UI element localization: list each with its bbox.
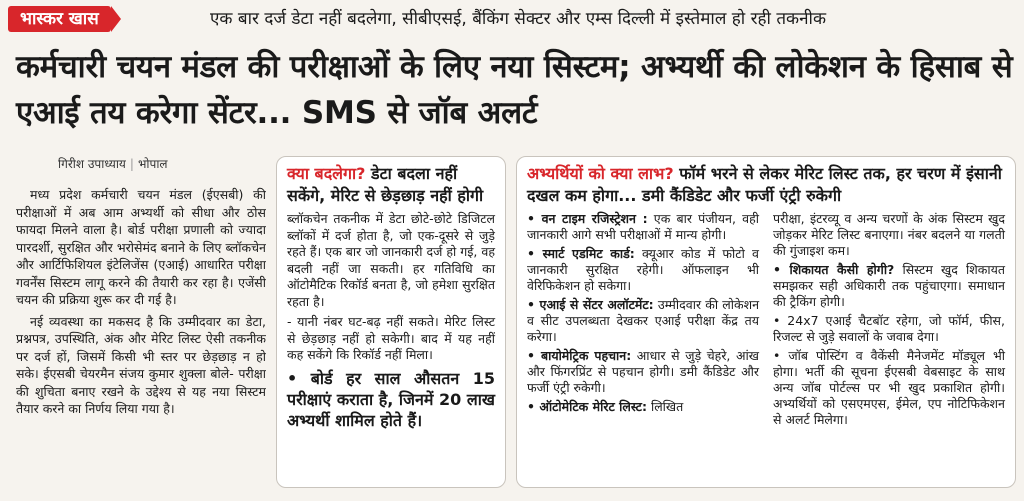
- paragraph-2: नई व्यवस्था का मकसद है कि उम्मीदवार का डेटा, प्रश्नपत्र, उपस्थिति, अंक और मेरिट लिस्ट ऐसी तकनीक पर दर्ज हों, जिसमें किसी भी स्तर पर छेड़छाड़ न हो सके। ईएसबी चेयरमैन संजय कुमार शुक्ला बोले- परीक्षा की शुचिता बनाए रखने के उद्देश्य से यह नया सिस्टम तैयार करने का निर्णय लिया गया है।: [16, 313, 266, 416]
- benefit-item: परीक्षा, इंटरव्यू व अन्य चरणों के अंक सिस्टम खुद जोड़कर मेरिट लिस्ट बनाएगा। नंबर बदलने या गलती की गुंजाइश कम।: [773, 211, 1005, 258]
- benefit-item: • वन टाइम रजिस्ट्रेशन : एक बार पंजीयन, वही जानकारी आगे सभी परीक्षाओं में मान्य होगी।: [527, 211, 759, 242]
- benefit-item: • बायोमेट्रिक पहचान: आधार से जुड़े चेहरे, आंख और फिंगरप्रिंट से पहचान होगी। डमी कैंडिडेट और फर्जी एंट्री रुकेगी।: [527, 348, 759, 395]
- benefits-heading: [517, 157, 1015, 211]
- what-changes-body: [277, 211, 505, 431]
- headline: कर्मचारी चयन मंडल की परीक्षाओं के लिए नया सिस्टम; अभ्यर्थी की लोकेशन के हिसाब से एआई तय करेगा सेंटर... SMS से जॉब अलर्ट: [16, 49, 1013, 131]
- what-changes-question: क्या बदलेगा?: [287, 164, 366, 183]
- what-changes-box: [276, 156, 506, 488]
- benefits-box: [516, 156, 1016, 488]
- benefit-item: • एआई से सेंटर अलॉटमेंट: उम्मीदवार की लोकेशन व सीट उपलब्धता देखकर एआई परीक्षा केंद्र तय करेगा।: [527, 297, 760, 344]
- byline: [58, 155, 168, 172]
- what-changes-heading: [277, 157, 505, 211]
- section-tag: भास्कर खास: [8, 6, 111, 32]
- main-column: [16, 186, 266, 486]
- paragraph-1: मध्य प्रदेश कर्मचारी चयन मंडल (ईएसबी) की परीक्षाओं में अब आम अभ्यर्थी को सीधा और ठोस फायदा मिलने वाला है। बोर्ड परीक्षा प्रणाली को ज्यादा पारदर्शी, सुरक्षित और भरोसेमंद बनाने के लिए ब्लॉकचेन और आर्टिफिशियल इंटेलिजेंस (एआई) आधारित परीक्षा गवर्नेंस सिस्टम लागू करने की तैयारी कर रहा है। एजेंसी चयन की प्रक्रिया शुरू कर दी गई है।: [16, 187, 266, 307]
- benefit-item: • स्मार्ट एडमिट कार्ड: क्यूआर कोड में फोटो व जानकारी सुरक्षित रहेगी। ऑफलाइन भी वेरिफिकेशन हो सकेगा।: [527, 246, 759, 293]
- what-changes-title: डेटा बदला नहीं सकेंगे, मेरिट से छेड़छाड़ नहीं होगी: [287, 164, 484, 205]
- header-bar: [0, 0, 1024, 36]
- benefits-question: अभ्यर्थियों को क्या लाभ?: [527, 164, 674, 183]
- benefit-item: • जॉब पोस्टिंग व वैकेंसी मैनेजमेंट मॉड्यूल भी होगा। भर्ती की सूचना ईएसबी वेबसाइट के साथ अन्य जॉब पोर्टल्स पर भी खुद प्रकाशित होगी। अभ्यर्थियों को एसएमएस, ईमेल, एप नोटिफिकेशन से अलर्ट मिलेगा।: [773, 348, 1005, 427]
- exam-stats: • बोर्ड हर साल औसतन 15 परीक्षाएं कराता है, जिनमें 20 लाख अभ्यर्थी शामिल होते हैं।: [287, 368, 495, 430]
- benefits-title: फॉर्म भरने से लेकर मेरिट लिस्ट तक, हर चरण में इंसानी दखल कम होगा... डमी कैंडिडेट और फर्जी एंट्री रुकेगी: [527, 164, 1002, 205]
- benefits-right-column: [773, 211, 1005, 431]
- benefit-item: • ऑटोमेटिक मेरिट लिस्ट: लिखित: [527, 399, 684, 414]
- author-name: गिरीश उपाध्याय: [58, 157, 126, 171]
- benefit-item: • 24x7 एआई चैटबॉट रहेगा, जो फॉर्म, फीस, रिजल्ट से जुड़े सवालों के जवाब देगा।: [773, 313, 1005, 344]
- dateline-place: भोपाल: [137, 157, 168, 171]
- kicker-line: एक बार दर्ज डेटा नहीं बदलेगा, सीबीएसई, बैंकिंग सेक्टर और एम्स दिल्ली में इस्तेमाल हो रही तकनीक: [210, 9, 827, 29]
- benefits-left-column: [527, 211, 759, 431]
- benefit-item: • शिकायत कैसी होगी? सिस्टम खुद शिकायत समझकर सही अधिकारी तक पहुंचाएगा। समाधान की ट्रैकिंग होगी।: [773, 262, 1005, 309]
- what-changes-para-1: ब्लॉकचेन तकनीक में डेटा छोटे-छोटे डिजिटल ब्लॉकों में दर्ज होता है, जो एक-दूसरे से जुड़े रहते हैं। एक बार जो जानकारी दर्ज हो गई, वह बदली नहीं जा सकती। हर गतिविधि का ऑटोमैटिक रिकॉर्ड बनता है, जो हमेशा सुरक्षित रहता है।: [287, 211, 495, 309]
- benefits-columns: [517, 211, 1015, 431]
- byline-separator: |: [129, 157, 134, 171]
- what-changes-para-2: - यानी नंबर घट-बढ़ नहीं सकते। मेरिट लिस्ट से छेड़छाड़ नहीं हो सकेगी। बाद में यह नहीं कह सकेंगे कि रिकॉर्ड नहीं मिला।: [287, 314, 495, 362]
